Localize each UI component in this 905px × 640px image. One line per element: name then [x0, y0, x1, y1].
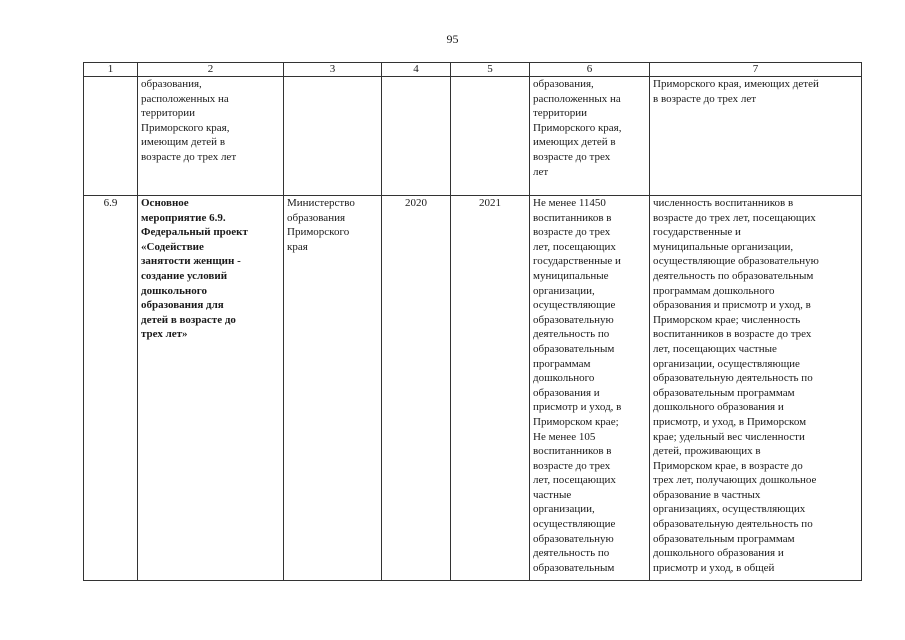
start-year-cell [382, 77, 451, 196]
end-year-cell [451, 77, 530, 196]
measure-name-cell: образования, расположенных на территории Приморского края, имеющим детей в возрасте до трех лет [138, 77, 284, 196]
expected-result-cell: Не менее 11450 воспитанников в возрасте до трех лет, посещающих государственные и муниципальные организации, осуществляющие образовательную деятельность по образовательным программам дошкольного образования и присмотр и уход, в Приморском крае; Не менее 105 воспитанников в возрасте до трех лет, посещающих частные организации, осуществляющие образовательную деятельность по образовательным [530, 196, 650, 581]
row-number-cell: 6.9 [84, 196, 138, 581]
column-numbers-row [84, 63, 862, 77]
indicator-cell: Приморского края, имеющих детей в возрасте до трех лет [650, 77, 862, 196]
measure-name-cell: Основное мероприятие 6.9. Федеральный проект «Содействие занятости женщин - создание условий дошкольного образования для детей в возрасте до трех лет» [138, 196, 284, 581]
responsible-cell [284, 77, 382, 196]
column-header-5: 5 [451, 63, 530, 77]
start-year-cell: 2020 [382, 196, 451, 581]
page-number: 95 [446, 32, 459, 46]
column-header-3: 3 [284, 63, 382, 77]
table-row [84, 77, 862, 196]
column-header-1: 1 [84, 63, 138, 77]
expected-result-cell: образования, расположенных на территории Приморского края, имеющих детей в возрасте до трех лет [530, 77, 650, 196]
measures-table [83, 62, 862, 581]
column-header-6: 6 [530, 63, 650, 77]
indicator-cell: численность воспитанников в возрасте до трех лет, посещающих государственные и муниципальные организации, осуществляющие образовательную деятельность по образовательным программам дошкольного образования и присмотр и уход, в Приморском крае; численность воспитанников в возрасте до трех лет, посещающих частные организации, осуществляющие образовательную деятельность по образовательным программам дошкольного образования и присмотр, и уход, в Приморском крае; удельный вес численности детей, проживающих в Приморском крае, в возрасте до трех лет, получающих дошкольное образование в частных организациях, осуществляющих образовательную деятельность по образовательным программам дошкольного образования и присмотр и уход, в общей [650, 196, 862, 581]
responsible-cell: Министерство образования Приморского края [284, 196, 382, 581]
column-header-2: 2 [138, 63, 284, 77]
end-year-cell: 2021 [451, 196, 530, 581]
column-header-4: 4 [382, 63, 451, 77]
row-number-cell [84, 77, 138, 196]
table-row [84, 196, 862, 581]
column-header-7: 7 [650, 63, 862, 77]
